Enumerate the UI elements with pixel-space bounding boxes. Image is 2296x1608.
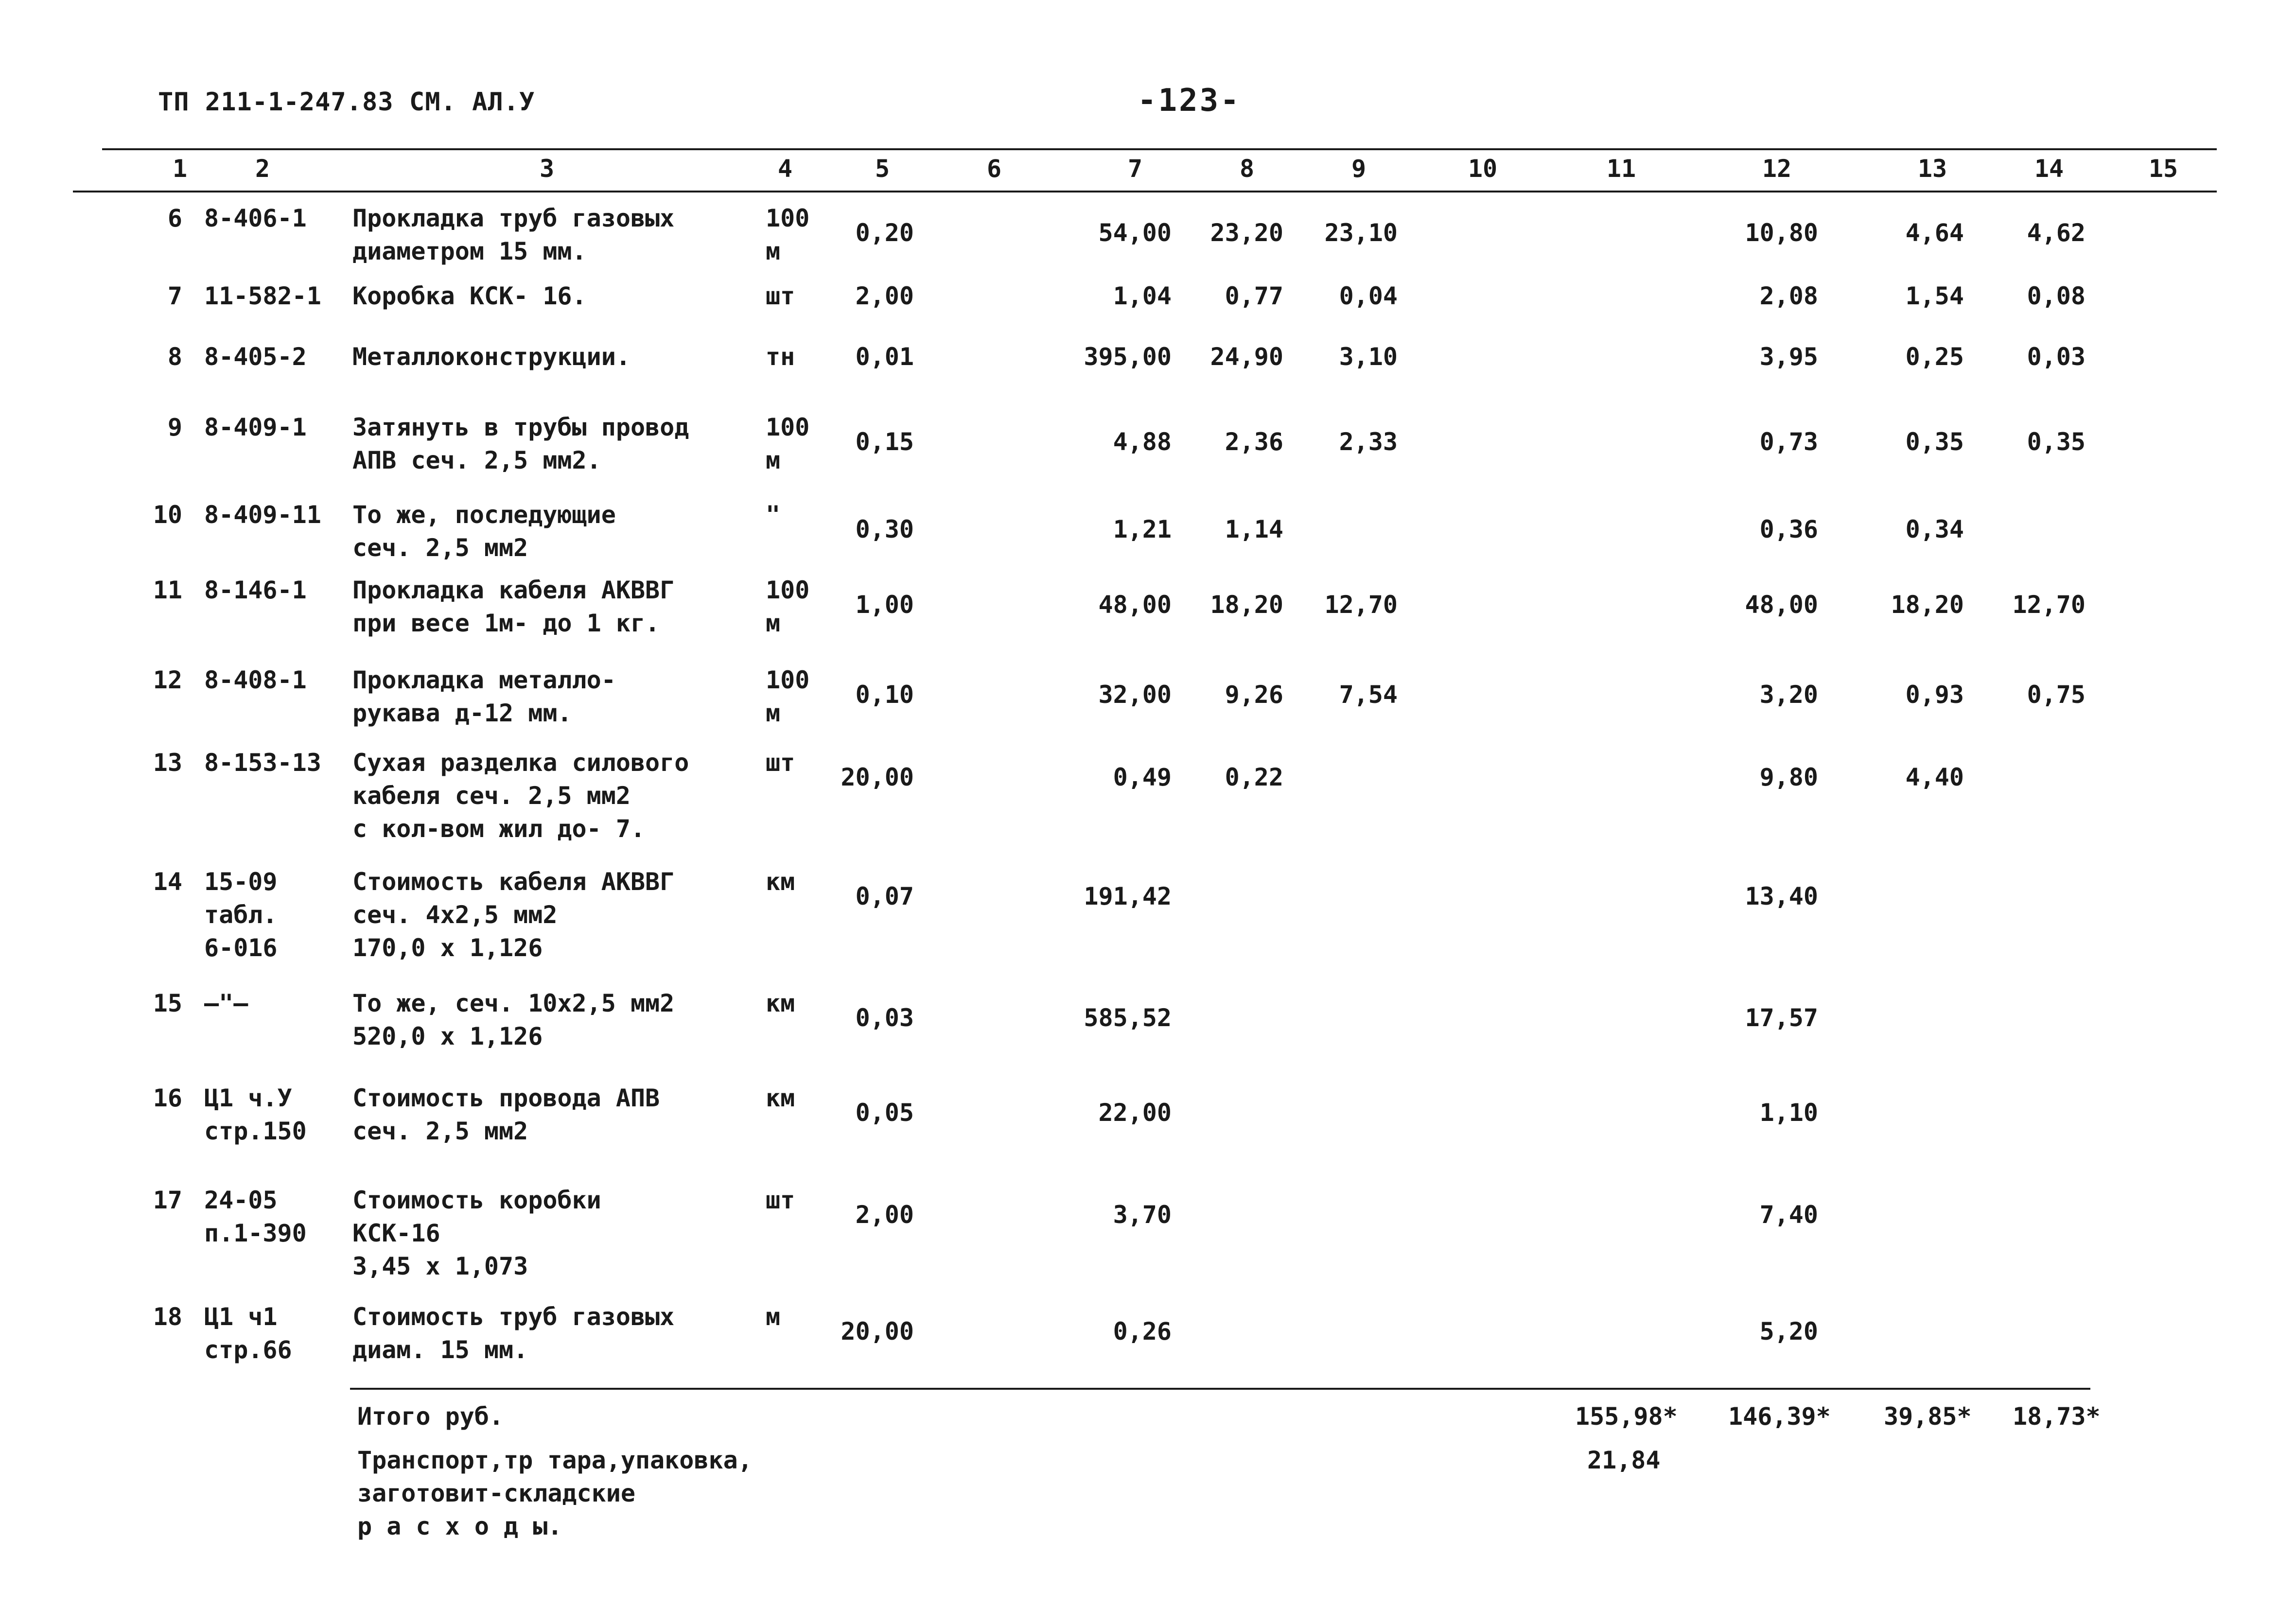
cell-c8: 1,14 — [1225, 515, 1283, 543]
item-description: Коробка КСК- 16. — [352, 282, 587, 310]
cell-c9: 12,70 — [1324, 591, 1398, 619]
rate-code: 24-05 п.1-390 — [204, 1186, 307, 1247]
rate-code: Ц1 ч.У стр.150 — [204, 1084, 307, 1145]
cell-c12: 3,20 — [1759, 681, 1818, 709]
unit: " — [766, 501, 781, 529]
cell-c7: 0,49 — [1113, 763, 1172, 791]
unit: шт — [766, 1186, 795, 1214]
unit: км — [766, 989, 795, 1017]
cell-c12: 9,80 — [1759, 763, 1818, 791]
item-description: Сухая разделка силового кабеля сеч. 2,5 мм2 с кол-вом жил до- 7. — [352, 749, 689, 843]
totals-col-13: 39,85* — [1884, 1402, 1972, 1431]
totals-col-11: 155,98* — [1575, 1402, 1678, 1431]
unit: тн — [766, 343, 795, 371]
cell-c7: 1,04 — [1113, 282, 1172, 310]
row-number: 8 — [167, 343, 182, 371]
page-number: -123- — [1138, 83, 1241, 119]
item-description: Металлоконструкции. — [352, 343, 631, 371]
totals-rule — [350, 1388, 2090, 1390]
row-number: 6 — [167, 204, 182, 232]
cell-c13: 0,93 — [1905, 681, 1964, 709]
cell-c7: 3,70 — [1113, 1201, 1172, 1229]
row-number: 10 — [153, 501, 182, 529]
row-number: 17 — [153, 1186, 182, 1214]
item-description: Стоимость труб газовых диам. 15 мм. — [352, 1303, 675, 1364]
row-number: 9 — [167, 413, 182, 441]
rate-code: 8-153-13 — [204, 749, 321, 777]
cell-c8: 2,36 — [1225, 428, 1283, 456]
cell-c8: 0,22 — [1225, 763, 1283, 791]
cell-c13: 18,20 — [1891, 591, 1964, 619]
item-description: Прокладка металло- рукава д-12 мм. — [352, 666, 616, 727]
cell-qty: 2,00 — [855, 1201, 914, 1229]
rate-code: 8-409-11 — [204, 501, 321, 529]
row-number: 18 — [153, 1303, 182, 1331]
cell-qty: 2,00 — [855, 282, 914, 310]
item-description: Стоимость кабеля АКВВГ сеч. 4х2,5 мм2 170,0 х 1,126 — [352, 868, 675, 962]
unit: шт — [766, 749, 795, 777]
cell-c9: 7,54 — [1339, 681, 1398, 709]
cell-c13: 1,54 — [1905, 282, 1964, 310]
cell-c12: 0,36 — [1759, 515, 1818, 543]
row-number: 12 — [153, 666, 182, 694]
cell-c7: 48,00 — [1098, 591, 1172, 619]
row-number: 15 — [153, 989, 182, 1017]
unit: 100 м — [766, 576, 810, 637]
cell-c8: 24,90 — [1210, 343, 1283, 371]
document-code: ТП 211-1-247.83 СМ. АЛ.У — [158, 87, 535, 117]
cell-c8: 18,20 — [1210, 591, 1283, 619]
rate-code: 8-146-1 — [204, 576, 307, 604]
cell-qty: 0,05 — [855, 1099, 914, 1127]
cell-c7: 54,00 — [1098, 219, 1172, 247]
cell-c14: 12,70 — [2012, 591, 2086, 619]
cell-c14: 0,75 — [2027, 681, 2086, 709]
cell-c12: 7,40 — [1759, 1201, 1818, 1229]
row-number: 16 — [153, 1084, 182, 1112]
cell-c7: 32,00 — [1098, 681, 1172, 709]
cell-qty: 0,01 — [855, 343, 914, 371]
cell-qty: 0,30 — [855, 515, 914, 543]
rate-code: 11-582-1 — [204, 282, 321, 310]
rate-code: 8-409-1 — [204, 413, 307, 441]
totals-label: Итого руб. — [357, 1402, 504, 1431]
cell-c12: 13,40 — [1745, 882, 1818, 910]
cell-c14: 4,62 — [2027, 219, 2086, 247]
cell-qty: 20,00 — [841, 763, 914, 791]
cell-c14: 0,03 — [2027, 343, 2086, 371]
unit: 100 м — [766, 666, 810, 727]
cell-c7: 585,52 — [1084, 1004, 1172, 1032]
rate-code: Ц1 ч1 стр.66 — [204, 1303, 292, 1364]
cell-c12: 2,08 — [1759, 282, 1818, 310]
row-number: 13 — [153, 749, 182, 777]
cell-c7: 0,26 — [1113, 1317, 1172, 1346]
row-number: 11 — [153, 576, 182, 604]
item-description: Стоимость провода АПВ сеч. 2,5 мм2 — [352, 1084, 660, 1145]
cell-c12: 10,80 — [1745, 219, 1818, 247]
cell-c12: 5,20 — [1759, 1317, 1818, 1346]
cell-qty: 0,15 — [855, 428, 914, 456]
unit: км — [766, 868, 795, 896]
totals-col-12: 146,39* — [1728, 1402, 1831, 1431]
cell-c13: 0,35 — [1905, 428, 1964, 456]
cell-c8: 23,20 — [1210, 219, 1283, 247]
unit: шт — [766, 282, 795, 310]
cell-qty: 0,20 — [855, 219, 914, 247]
cell-c13: 0,25 — [1905, 343, 1964, 371]
item-description: Затянуть в трубы провод АПВ сеч. 2,5 мм2. — [352, 413, 689, 474]
cell-c12: 0,73 — [1759, 428, 1818, 456]
cell-c12: 3,95 — [1759, 343, 1818, 371]
item-description: Стоимость коробки КСК-16 3,45 х 1,073 — [352, 1186, 601, 1280]
cell-c7: 191,42 — [1084, 882, 1172, 910]
unit: 100 м — [766, 204, 810, 265]
item-description: То же, сеч. 10х2,5 мм2 520,0 х 1,126 — [352, 989, 675, 1050]
totals-col-14: 18,73* — [2013, 1402, 2101, 1431]
cell-c14: 0,35 — [2027, 428, 2086, 456]
cell-c7: 22,00 — [1098, 1099, 1172, 1127]
cell-c9: 0,04 — [1339, 282, 1398, 310]
cell-c12: 48,00 — [1745, 591, 1818, 619]
cell-c12: 17,57 — [1745, 1004, 1818, 1032]
cell-c13: 4,64 — [1905, 219, 1964, 247]
cell-c9: 3,10 — [1339, 343, 1398, 371]
top-rule — [102, 148, 2217, 150]
header-rule — [73, 191, 2217, 192]
cell-qty: 1,00 — [855, 591, 914, 619]
cell-c8: 0,77 — [1225, 282, 1283, 310]
row-number: 14 — [153, 868, 182, 896]
rate-code: 15-09 табл. 6-016 — [204, 868, 278, 962]
transport-label: Транспорт,тр тара,упаковка, заготовит-складские р а с х о д ы. — [357, 1446, 753, 1540]
rate-code: —"— — [204, 989, 248, 1017]
cell-c9: 2,33 — [1339, 428, 1398, 456]
row-number: 7 — [167, 282, 182, 310]
cell-c13: 4,40 — [1905, 763, 1964, 791]
cell-c7: 395,00 — [1084, 343, 1172, 371]
cell-c7: 4,88 — [1113, 428, 1172, 456]
item-description: Прокладка труб газовых диаметром 15 мм. — [352, 204, 675, 265]
unit: 100 м — [766, 413, 810, 474]
cell-c12: 1,10 — [1759, 1099, 1818, 1127]
rate-code: 8-405-2 — [204, 343, 307, 371]
cell-c9: 23,10 — [1324, 219, 1398, 247]
cell-qty: 20,00 — [841, 1317, 914, 1346]
cell-c14: 0,08 — [2027, 282, 2086, 310]
unit: м — [766, 1303, 781, 1331]
cell-c7: 1,21 — [1113, 515, 1172, 543]
cell-qty: 0,03 — [855, 1004, 914, 1032]
rate-code: 8-408-1 — [204, 666, 307, 694]
rate-code: 8-406-1 — [204, 204, 307, 232]
unit: км — [766, 1084, 795, 1112]
cell-c8: 9,26 — [1225, 681, 1283, 709]
transport-col-11: 21,84 — [1587, 1446, 1661, 1474]
item-description: Прокладка кабеля АКВВГ при весе 1м- до 1 кг. — [352, 576, 675, 637]
cell-c13: 0,34 — [1905, 515, 1964, 543]
cell-qty: 0,10 — [855, 681, 914, 709]
item-description: То же, последующие сеч. 2,5 мм2 — [352, 501, 616, 562]
cell-qty: 0,07 — [855, 882, 914, 910]
